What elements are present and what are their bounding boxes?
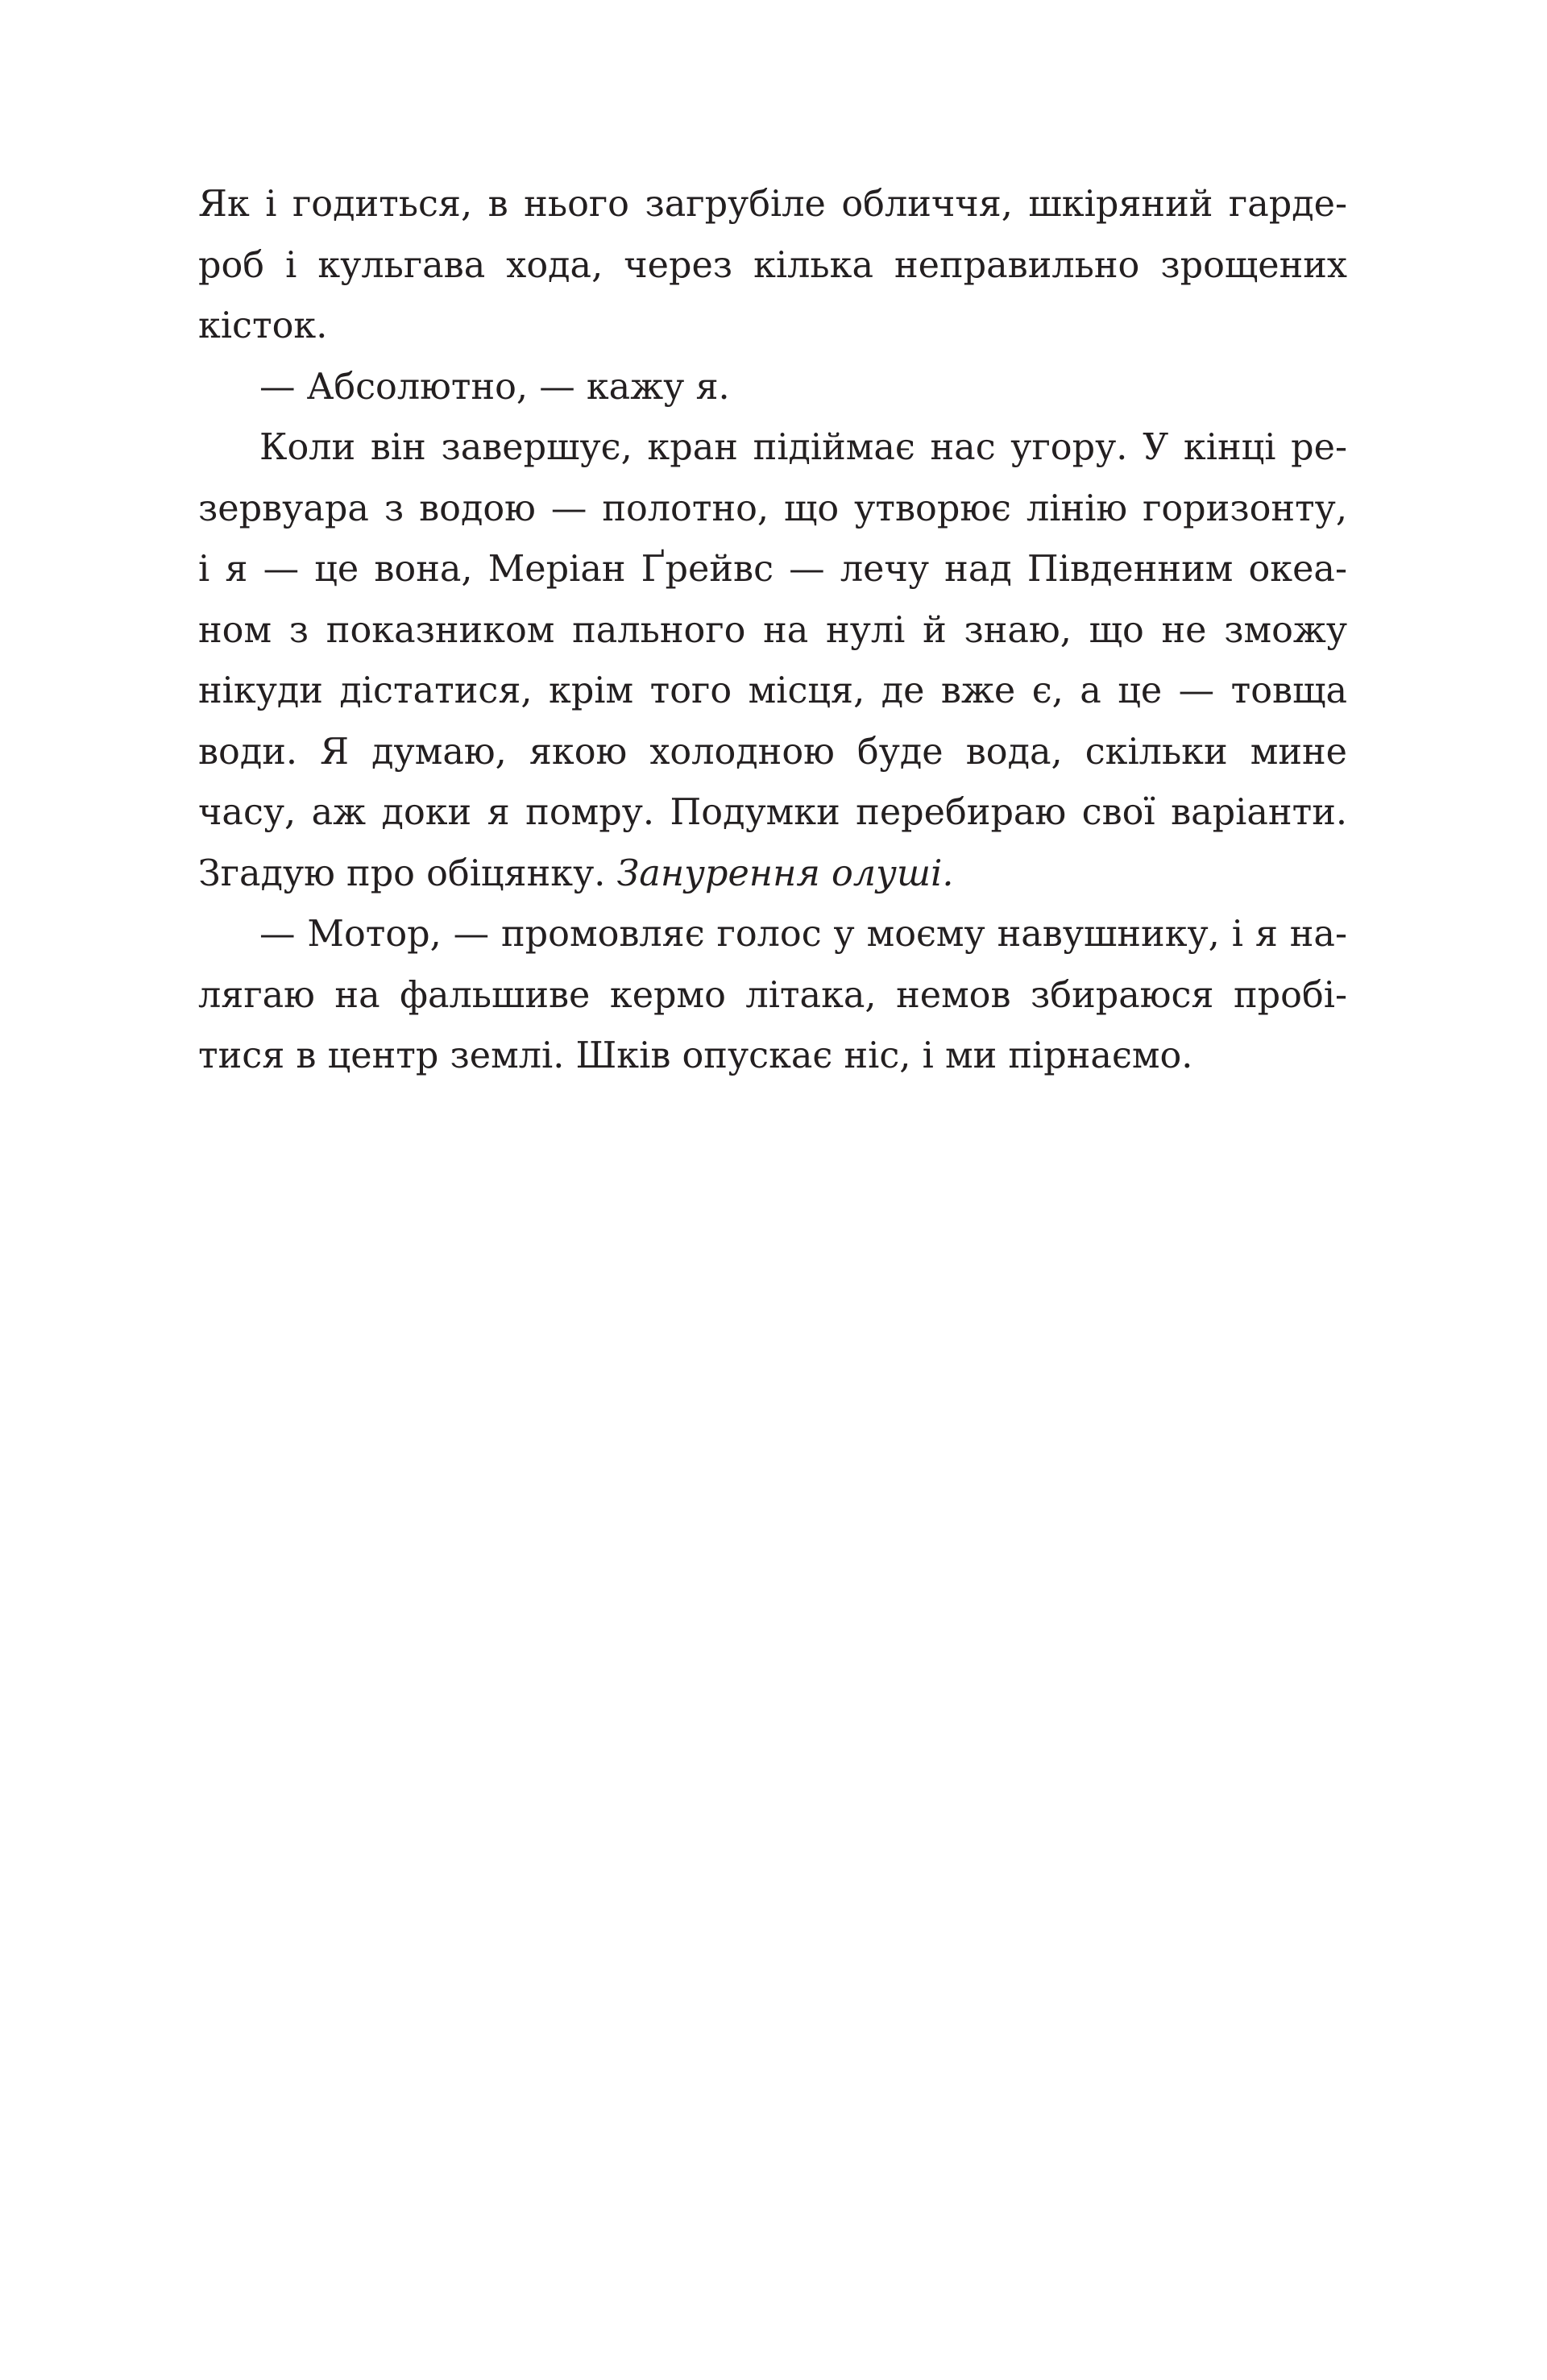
text-line: води. Я думаю, якою холодною буде вода, скільки мине	[198, 731, 1347, 773]
text-line	[198, 844, 1347, 905]
text-line: Коли він завершує, кран підіймає нас угору. У кінці ре-	[259, 427, 1347, 468]
body-text	[198, 174, 1347, 1087]
text-line: тися в центр землі. Шків опускає ніс, і ми пірнаємо.	[198, 1035, 1193, 1076]
text-line-plain: Згадую про обіцянку.	[198, 852, 617, 894]
text-line: нікуди дістатися, крім того місця, де вже є, а це — товща	[198, 670, 1347, 711]
text-line: ном з показником пального на нулі й знаю, що не зможу	[198, 609, 1347, 651]
text-line: лягаю на фальшиве кермо літака, немов збираюся пробі-	[198, 974, 1347, 1016]
text-line: кісток.	[198, 305, 328, 346]
text-line: і я — це вона, Меріан Ґрейвс — лечу над Південним океа-	[198, 549, 1347, 590]
text-line: зервуара з водою — полотно, що утворює лінію горизонту,	[198, 487, 1347, 529]
dialogue-line: — Мотор, — промовляє голос у моєму навушнику, і я на-	[259, 914, 1347, 955]
text-line: Як і годиться, в нього загрубіле обличчя, шкіряний гарде-	[198, 184, 1347, 225]
dialogue-line: — Абсолютно, — кажу я.	[259, 366, 730, 408]
text-line: роб і кульгава хода, через кілька неправильно зрощених	[198, 244, 1347, 286]
italic-phrase: Занурення олуші.	[616, 852, 954, 894]
text-line: часу, аж доки я помру. Подумки перебираю свої варіанти.	[198, 792, 1347, 833]
